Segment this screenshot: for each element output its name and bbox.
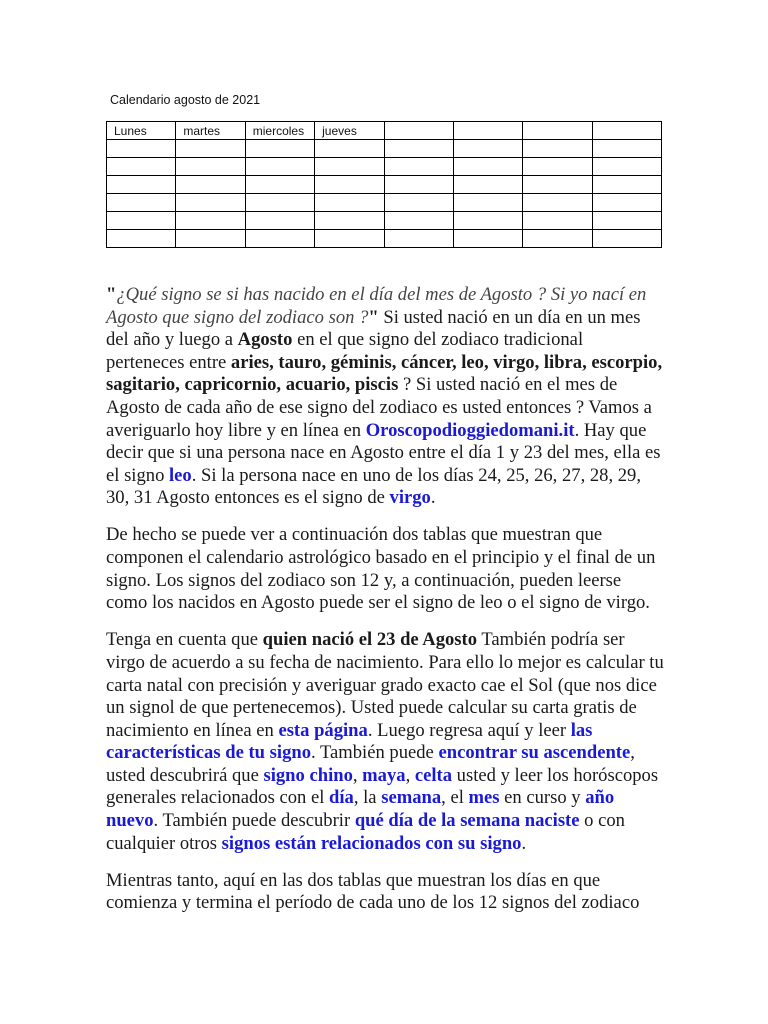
calendar-header-cell — [453, 122, 522, 140]
calendar-header-cell — [592, 122, 661, 140]
paragraph-intro — [106, 284, 666, 510]
celta-link[interactable]: celta — [414, 764, 453, 786]
calendar-cell — [384, 212, 453, 230]
caracteristicas-link[interactable]: las características de tu signo — [106, 719, 593, 764]
calendar-cell — [523, 212, 592, 230]
text-run: . Hay que decir que si una persona nace en Agosto entre el día 1 y 23 del mes, ella es el signo — [106, 419, 661, 486]
calendar-header-cell: jueves — [315, 122, 384, 140]
calendar-cell — [176, 176, 245, 194]
text-run: , usted descubrirá que — [106, 742, 635, 786]
que-dia-naciste-link[interactable]: qué día de la semana naciste — [354, 810, 580, 832]
calendar-cell — [523, 176, 592, 194]
calendar-cell — [107, 158, 176, 176]
calendar-cell — [245, 140, 314, 158]
calendar-cell — [384, 230, 453, 248]
semana-link[interactable]: semana — [381, 787, 442, 809]
calendar-header-cell — [523, 122, 592, 140]
calendar-cell — [592, 176, 661, 194]
bold-agosto: Agosto — [237, 329, 293, 351]
article-body — [106, 284, 666, 929]
bold-signs-list: aries, tauro, géminis, cáncer, leo, virgo, libra, escorpio, sagitario, capricornio, acuario, piscis — [106, 351, 663, 396]
calendar-cell — [245, 230, 314, 248]
calendar-header-cell: miercoles — [245, 122, 314, 140]
text-run: usted y leer los horóscopos generales relacionados con el — [106, 764, 659, 809]
paragraph-tables: De hecho se puede ver a continuación dos tablas que muestran que componen el calendario astrológico basado en el principio y el final de un signo. Los signos del zodiaco son 12 y, a continuación, pueden leerse como los nacidos en Agosto puede ser el signo de leo o el signo de virgo. — [106, 524, 656, 614]
calendar-cell — [107, 194, 176, 212]
virgo-link[interactable]: virgo — [389, 487, 431, 509]
calendar-cell — [176, 212, 245, 230]
dia-link[interactable]: día — [329, 787, 354, 809]
calendar-cell — [592, 230, 661, 248]
calendar-cell — [245, 194, 314, 212]
calendar-header-cell: martes — [176, 122, 245, 140]
signo-chino-link[interactable]: signo chino — [263, 764, 353, 786]
calendar-cell — [315, 230, 384, 248]
bold-23-agosto: quien nació el 23 de Agosto — [262, 629, 478, 651]
calendar-cell — [592, 158, 661, 176]
calendar-cell — [523, 230, 592, 248]
calendar-cell — [523, 158, 592, 176]
paragraph-note — [106, 629, 666, 855]
calendar-cell — [384, 194, 453, 212]
text-run: . — [430, 487, 436, 509]
calendar-cell — [107, 176, 176, 194]
calendar-cell — [315, 140, 384, 158]
text-run: . También puede — [311, 742, 439, 764]
text-run: o con cualquier otros — [106, 810, 625, 854]
calendar-row — [107, 212, 662, 230]
text-run: ? Si usted nació en el mes de Agosto de cada año de ese signo del zodiaco es usted entonces ? Vamos a averiguarlo hoy libre y en línea en — [106, 374, 652, 441]
calendar-cell — [453, 158, 522, 176]
text-run: También podría ser virgo de acuerdo a su fecha de nacimiento. Para ello lo mejor es calcular tu carta natal con precisión y averiguar grado exacto cae el Sol (que nos dice un signol de que pertenecemos). Usted puede calcular su carta gratis de nacimiento en línea en — [106, 629, 664, 741]
intro-question: ¿Qué signo se si has nacido en el día del mes de Agosto ? Si yo nací en Agosto que signo del zodiaco son ? — [106, 284, 647, 328]
calendar-cell — [453, 230, 522, 248]
calendar-cell — [315, 194, 384, 212]
text-run: . — [521, 832, 527, 854]
quote-mark: " — [368, 306, 379, 328]
calendar-header-cell — [384, 122, 453, 140]
calendar-cell — [384, 158, 453, 176]
calendar-cell — [245, 176, 314, 194]
text-run: Si usted nació en un día en un mes del año y luego a — [106, 306, 641, 351]
ascendente-link[interactable]: encontrar su ascendente — [438, 742, 631, 764]
calendar-table — [106, 121, 662, 248]
calendar-cell — [384, 140, 453, 158]
calendar-cell — [315, 176, 384, 194]
calendar-cell — [523, 140, 592, 158]
maya-link[interactable]: maya — [362, 764, 406, 786]
calendar-row — [107, 158, 662, 176]
calendar-cell — [592, 140, 661, 158]
calendar-cell — [523, 194, 592, 212]
text-run: en curso y — [499, 787, 586, 809]
leo-link[interactable]: leo — [169, 464, 192, 486]
esta-pagina-link[interactable]: esta página — [278, 719, 368, 741]
calendar-cell — [315, 158, 384, 176]
text-run: . Luego regresa aquí y leer — [367, 719, 571, 741]
text-run: . Si la persona nace en uno de los días 24, 25, 26, 27, 28, 29, 30, 31 Agosto entonces es el signo de — [106, 464, 642, 509]
calendar-cell — [245, 212, 314, 230]
text-run: , — [352, 764, 363, 786]
calendar-cell — [176, 158, 245, 176]
mes-link[interactable]: mes — [468, 787, 500, 809]
site-link[interactable]: Oroscopodioggiedomani.it — [365, 419, 575, 441]
calendar-cell — [315, 212, 384, 230]
text-run: . También puede descubrir — [153, 810, 355, 832]
calendar-row — [107, 140, 662, 158]
calendar-cell — [107, 230, 176, 248]
calendar-row — [107, 230, 662, 248]
text-run: , la — [353, 787, 382, 809]
calendar-cell — [453, 176, 522, 194]
calendar-cell — [176, 230, 245, 248]
calendar-cell — [176, 194, 245, 212]
anio-nuevo-link[interactable]: año nuevo — [106, 787, 615, 832]
calendar-header-cell: Lunes — [107, 122, 176, 140]
calendar-title: Calendario agosto de 2021 — [110, 93, 261, 107]
calendar-cell — [107, 212, 176, 230]
calendar-cell — [384, 176, 453, 194]
calendar-row — [107, 176, 662, 194]
calendar-cell — [245, 158, 314, 176]
text-run: en el que signo del zodiaco tradicional perteneces entre — [106, 329, 584, 373]
calendar-cell — [176, 140, 245, 158]
text-run: Tenga en cuenta que — [106, 629, 263, 651]
paragraph-closing: Mientras tanto, aquí en las dos tablas que muestran los días en que comienza y termina el período de cada uno de los 12 signos del zodiaco — [106, 869, 640, 914]
calendar-header-row — [107, 122, 662, 140]
text-run: , el — [441, 787, 469, 809]
calendar-cell — [592, 194, 661, 212]
calendar-cell — [592, 212, 661, 230]
quote-mark: " — [106, 284, 117, 305]
calendar-row — [107, 194, 662, 212]
calendar-cell — [453, 212, 522, 230]
calendar-cell — [453, 140, 522, 158]
calendar-cell — [107, 140, 176, 158]
calendar-cell — [453, 194, 522, 212]
signos-relacionados-link[interactable]: signos están relacionados con su signo — [221, 832, 522, 854]
text-run: , — [405, 764, 415, 786]
